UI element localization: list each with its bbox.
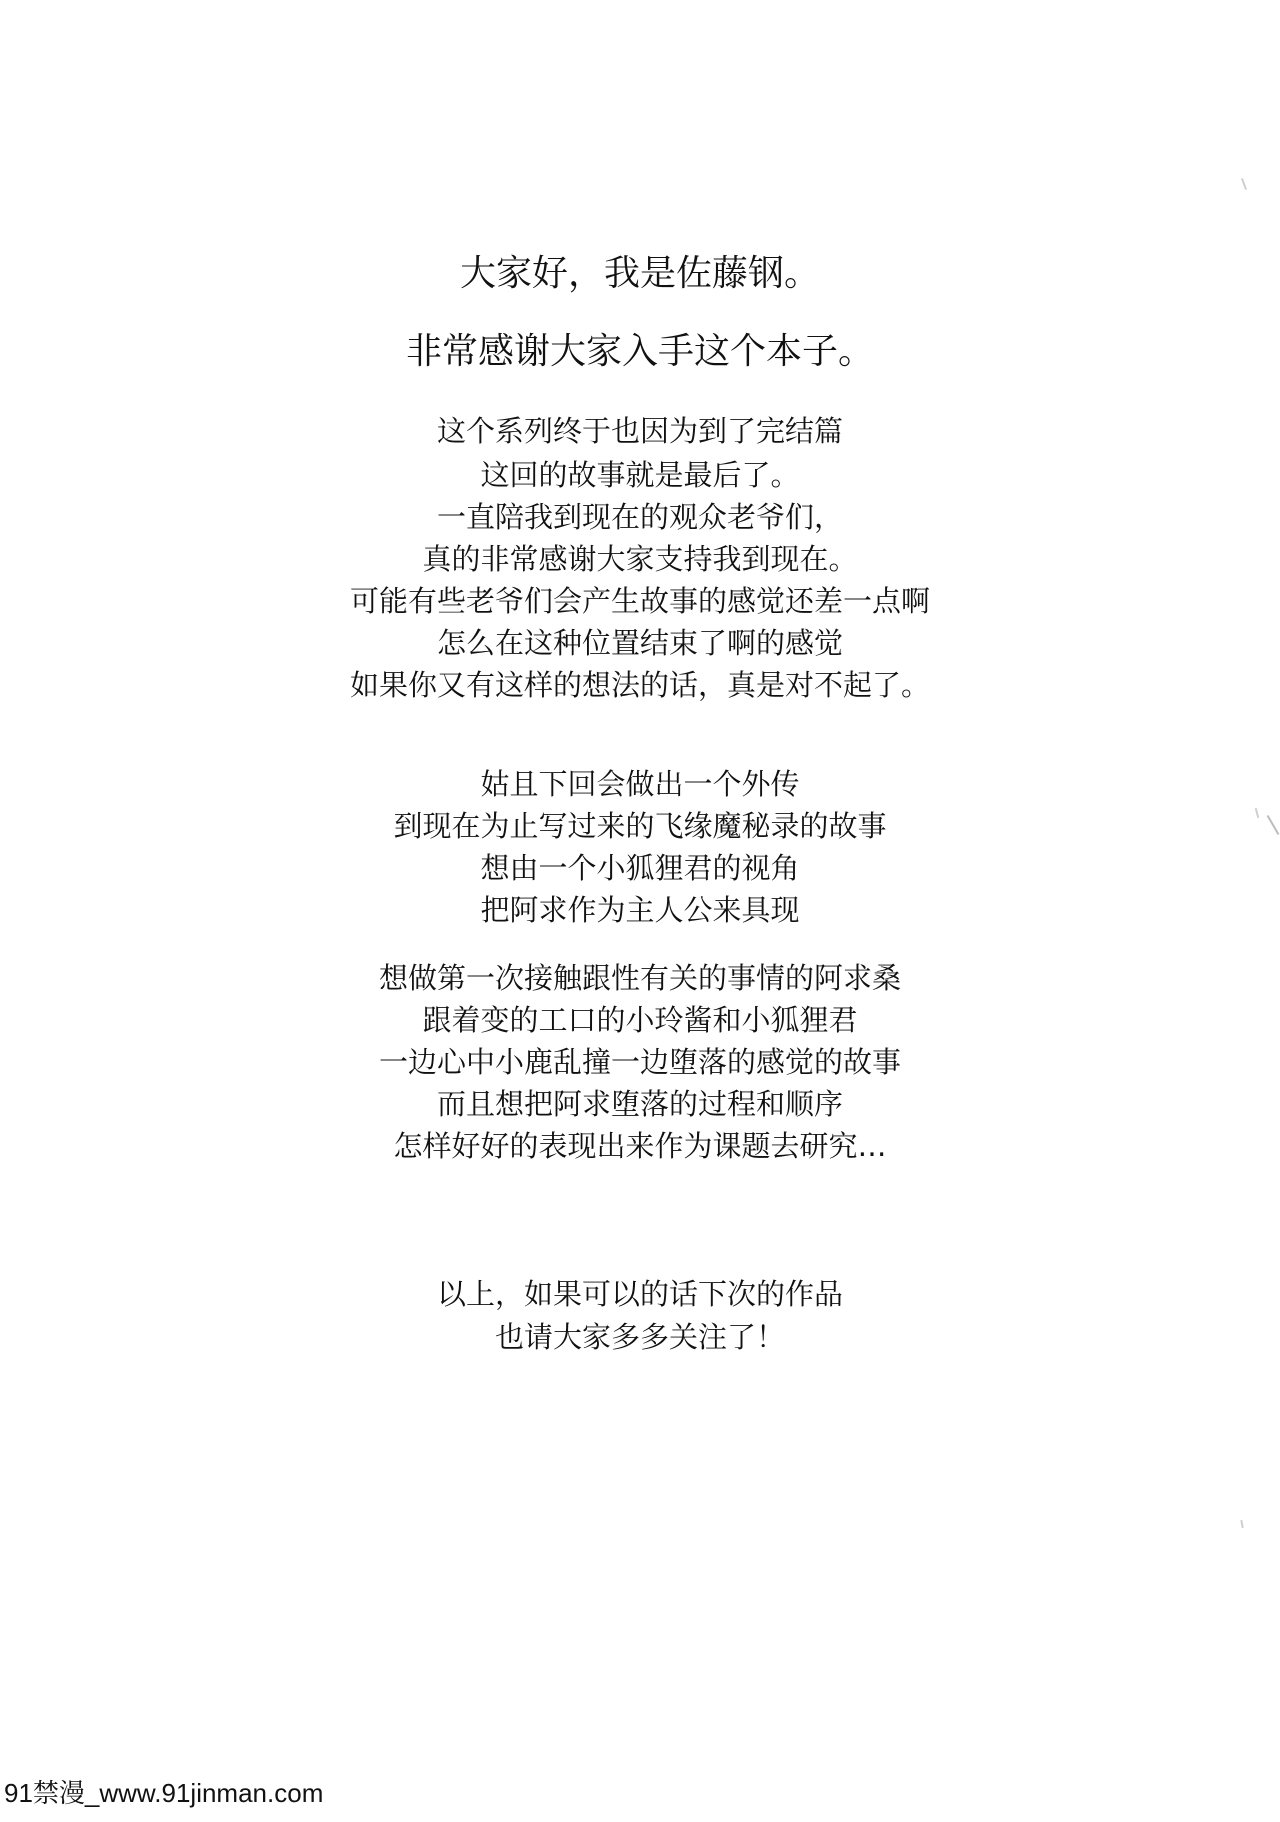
paragraph3-line-3: 一边心中小鹿乱撞一边堕落的感觉的故事 <box>378 1045 901 1079</box>
paragraph3-line-5: 怎样好好的表现出来作为课题去研究… <box>393 1129 887 1163</box>
paragraph1-line-2: 这回的故事就是最后了。 <box>480 458 800 492</box>
closing-line-1: 以上，如果可以的话下次的作品 <box>436 1277 843 1311</box>
scan-speck <box>1240 1520 1243 1528</box>
paragraph1-line-5: 可能有些老爷们会产生故事的感觉还差一点啊 <box>349 584 930 618</box>
paragraph2-line-3: 想由一个小狐狸君的视角 <box>480 851 800 885</box>
paragraph3-line-1: 想做第一次接触跟性有关的事情的阿求桑 <box>378 961 901 995</box>
paragraph2-line-1: 姑且下回会做出一个外传 <box>480 767 800 801</box>
paragraph2-line-2: 到现在为止写过来的飞缘魔秘录的故事 <box>393 809 887 843</box>
paragraph1-line-4: 真的非常感谢大家支持我到现在。 <box>422 542 858 576</box>
greeting-line-1: 大家好，我是佐藤钢。 <box>459 253 820 294</box>
greeting-line-2: 非常感谢大家入手这个本子。 <box>405 331 874 372</box>
paragraph1-line-1: 这个系列终于也因为到了完结篇 <box>436 414 843 448</box>
paragraph3-line-4: 而且想把阿求堕落的过程和顺序 <box>436 1087 843 1121</box>
scan-speck <box>1241 178 1247 190</box>
paragraph1-line-7: 如果你又有这样的想法的话，真是对不起了。 <box>349 668 930 702</box>
paragraph1-line-6: 怎么在这种位置结束了啊的感觉 <box>436 626 843 660</box>
paragraph3-line-2: 跟着变的工口的小玲酱和小狐狸君 <box>422 1003 858 1037</box>
paragraph2-line-4: 把阿求作为主人公来具现 <box>480 893 800 927</box>
site-watermark: 91禁漫_www.91jinman.com <box>0 1770 331 1816</box>
paragraph1-line-3: 一直陪我到现在的观众老爷们， <box>436 500 843 534</box>
closing-line-2: 也请大家多多关注了！ <box>494 1320 785 1354</box>
